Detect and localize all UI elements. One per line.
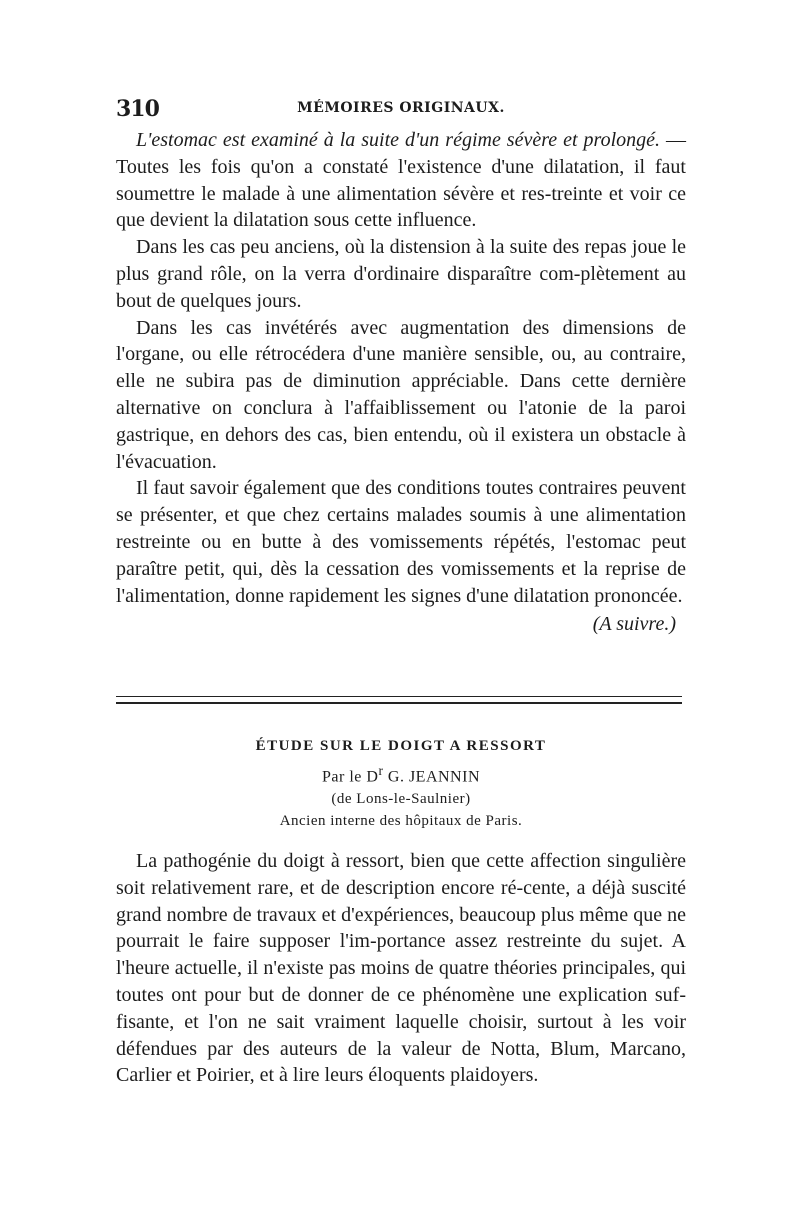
to-be-continued-note	[116, 611, 686, 638]
author-superscript: r	[378, 763, 384, 778]
author-place: (de Lons-le-Saulnier)	[331, 791, 471, 808]
paragraph-contrary-conditions: Il faut savoir également que des conditions toutes contraires peuvent se présenter, et que chez certains malades soumis à une alimentation restreinte ou en butte à des vomissements répétés, l'estomac peut paraître petit, qui, dès la cessation des vomissements et la reprise de l'alimentation, donne rapidement les signes d'une dilatation prononcée.	[116, 477, 686, 607]
to-be-continued-text: (A suivre.)	[592, 613, 676, 636]
paragraph-recent-cases: Dans les cas peu anciens, où la distension à la suite des repas joue le plus grand rôle, on la verra d'ordinaire disparaître com-plètement au bout de quelques jours.	[116, 236, 686, 312]
running-title: MÉMOIRES ORIGINAUX.	[297, 100, 505, 116]
divider-thin-rule	[116, 696, 682, 697]
author-prefix: Par le D	[322, 768, 379, 786]
article-header	[116, 738, 686, 830]
page-number: 310	[116, 96, 159, 122]
lead-paragraph-text: — Toutes les fois qu'on a constaté l'existence d'une dilatation, il faut soumettre le malade à une alimentation sévère et res-treinte et voir ce que devient la dilatation sous cette influence.	[116, 129, 686, 232]
author-affiliation: Ancien interne des hôpitaux de Paris.	[279, 813, 523, 830]
running-head	[116, 96, 686, 120]
article-paragraph: La pathogénie du doigt à ressort, bien que cette affection singulière soit relativement rare, et de description encore ré-cente, a déjà suscité grand nombre de travaux et d'expériences, beaucoup plus même que ne pourrait le faire supposer l'im-portance assez restreinte du sujet. A l'heure actuelle, il n'existe pas moins de quatre théories principales, qui toutes ont pour but de donner de ce phénomène une explication suf-fisante, et l'on ne sait vraiment laquelle choisir, surtout à les voir défendues par des auteurs de la valeur de Notta, Blum, Marcano, Carlier et Poirier, et à lire leurs éloquents plaidoyers.	[116, 850, 686, 1087]
article-title: ÉTUDE SUR LE DOIGT A RESSORT	[255, 738, 547, 754]
article-body	[116, 848, 686, 1089]
lead-italic-heading: L'estomac est examiné à la suite d'un régime sévère et prolongé.	[136, 129, 661, 151]
paragraph-chronic-cases: Dans les cas invétérés avec augmentation des dimensions de l'organe, ou elle rétrocédera d'une manière sensible, ou, au contraire, elle ne subira pas de diminution appréciable. Dans cette dernière alternative on conclura à l'affaiblissement ou l'atonie de la paroi gastrique, en dehors des cas, bien entendu, où il existera un obstacle à l'évacuation.	[116, 316, 686, 473]
previous-article-conclusion	[116, 127, 686, 638]
article-author	[116, 763, 686, 786]
divider-thick-rule	[116, 702, 682, 704]
section-divider	[116, 696, 682, 704]
paragraph-lead	[116, 127, 686, 234]
author-name: G. JEANNIN	[383, 768, 480, 786]
